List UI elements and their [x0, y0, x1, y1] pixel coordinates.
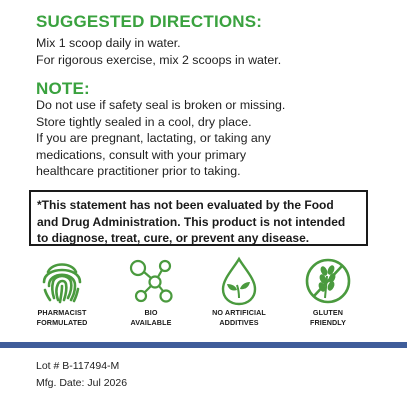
water-drop-leaf-icon — [194, 256, 284, 306]
note-line: Store tightly sealed in a cool, dry place. — [36, 114, 252, 129]
note-line: healthcare practitioner prior to taking. — [36, 164, 241, 178]
badge-label — [194, 308, 284, 327]
note-line: If you are pregnant, lactating, or taking any — [36, 131, 271, 145]
badge-label-line: PHARMACIST — [37, 308, 87, 317]
fingerprint-icon — [17, 256, 107, 306]
lot-number: Lot # B-117494-M — [36, 360, 120, 372]
fda-disclaimer-box — [29, 190, 368, 246]
note-text — [36, 97, 285, 180]
badge-label-line: GLUTEN — [312, 308, 344, 317]
directions-line: Mix 1 scoop daily in water. — [36, 36, 181, 50]
badge-gluten-friendly — [283, 256, 373, 327]
note-heading: NOTE: — [36, 79, 90, 98]
badge-label-line: NO ARTIFICIAL — [212, 308, 266, 317]
badge-label — [17, 308, 107, 327]
disclaimer-line: *This statement has not been evaluated by the Food — [37, 198, 334, 212]
directions-heading: SUGGESTED DIRECTIONS: — [36, 12, 263, 31]
badge-pharmacist-formulated — [17, 256, 107, 327]
badge-label-line: BIO — [144, 308, 158, 317]
directions-line: For rigorous exercise, mix 2 scoops in water. — [36, 52, 282, 67]
badge-bio-available — [106, 256, 196, 327]
directions-text — [36, 35, 281, 68]
note-line: Do not use if safety seal is broken or missing. — [36, 98, 286, 112]
note-line: medications, consult with your primary — [36, 147, 247, 162]
batch-info — [36, 358, 127, 391]
divider-bar — [0, 342, 407, 348]
badge-label — [283, 308, 373, 327]
disclaimer-line: and Drug Administration. This product is not intended — [37, 214, 346, 229]
mfg-date: Mfg. Date: Jul 2026 — [36, 376, 128, 389]
molecule-icon — [106, 256, 196, 306]
badge-row — [20, 256, 390, 340]
disclaimer-line: to diagnose, treat, cure, or prevent any disease. — [37, 231, 310, 245]
badge-label-line: FORMULATED — [36, 317, 88, 327]
badge-label — [106, 308, 196, 327]
badge-label-line: AVAILABLE — [130, 317, 172, 327]
badge-label-line: FRIENDLY — [309, 317, 347, 327]
badge-label-line: ADDITIVES — [219, 317, 259, 327]
badge-no-artificial-additives — [194, 256, 284, 327]
wheat-crossed-icon — [283, 256, 373, 306]
